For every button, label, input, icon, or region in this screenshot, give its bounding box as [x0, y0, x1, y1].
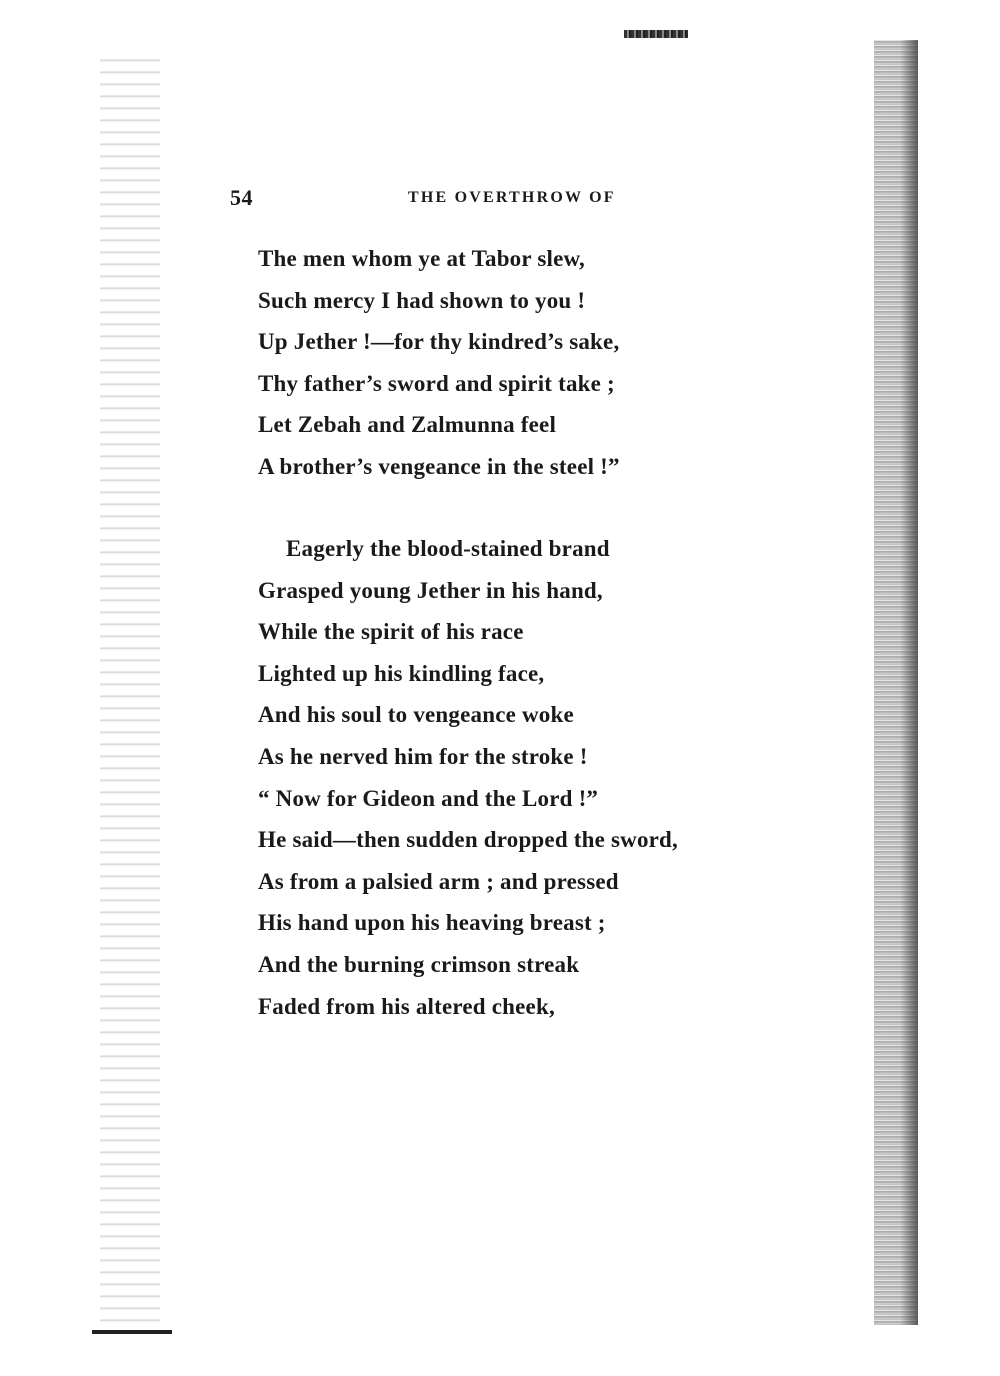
verse-line: And the burning crimson streak [258, 951, 580, 977]
verse-line: Let Zebah and Zalmunna feel [258, 412, 557, 438]
verse-line: Eagerly the blood-stained brand [286, 536, 610, 561]
page-bottom-left-mark [92, 1330, 172, 1334]
verse-line: A brother’s vengeance in the steel !” [258, 453, 620, 479]
page-left-edge-speckle [100, 50, 160, 1340]
verse-line: Such mercy I had shown to you ! [258, 287, 586, 313]
verse-line: He said—then sudden dropped the sword, [258, 827, 678, 853]
verse-line: As he nerved him for the stroke ! [258, 743, 588, 769]
verse-line: “ Now for Gideon and the Lord !” [258, 785, 599, 811]
verse-line: And his soul to vengeance woke [258, 702, 574, 728]
stanza-2 [258, 528, 778, 1027]
verse-line: Faded from his altered cheek, [258, 993, 555, 1019]
verse-line: Up Jether !—for thy kindred’s sake, [258, 329, 620, 355]
stanza-1 [258, 238, 778, 488]
verse-line: Grasped young Jether in his hand, [258, 577, 603, 603]
verse-line: While the spirit of his race [258, 619, 524, 645]
page-header [230, 185, 670, 215]
verse-line: Lighted up his kindling face, [258, 660, 545, 686]
verse-line: As from a palsied arm ; and pressed [258, 868, 619, 894]
running-head: THE OVERTHROW OF [408, 189, 616, 206]
top-print-smudge [624, 30, 688, 38]
verse-line: His hand upon his heaving breast ; [258, 910, 606, 936]
binding-edge-shadow [874, 40, 918, 1325]
verse-line: Thy father’s sword and spirit take ; [258, 370, 615, 396]
page-number: 54 [230, 185, 253, 210]
verse-line: The men whom ye at Tabor slew, [258, 246, 585, 271]
